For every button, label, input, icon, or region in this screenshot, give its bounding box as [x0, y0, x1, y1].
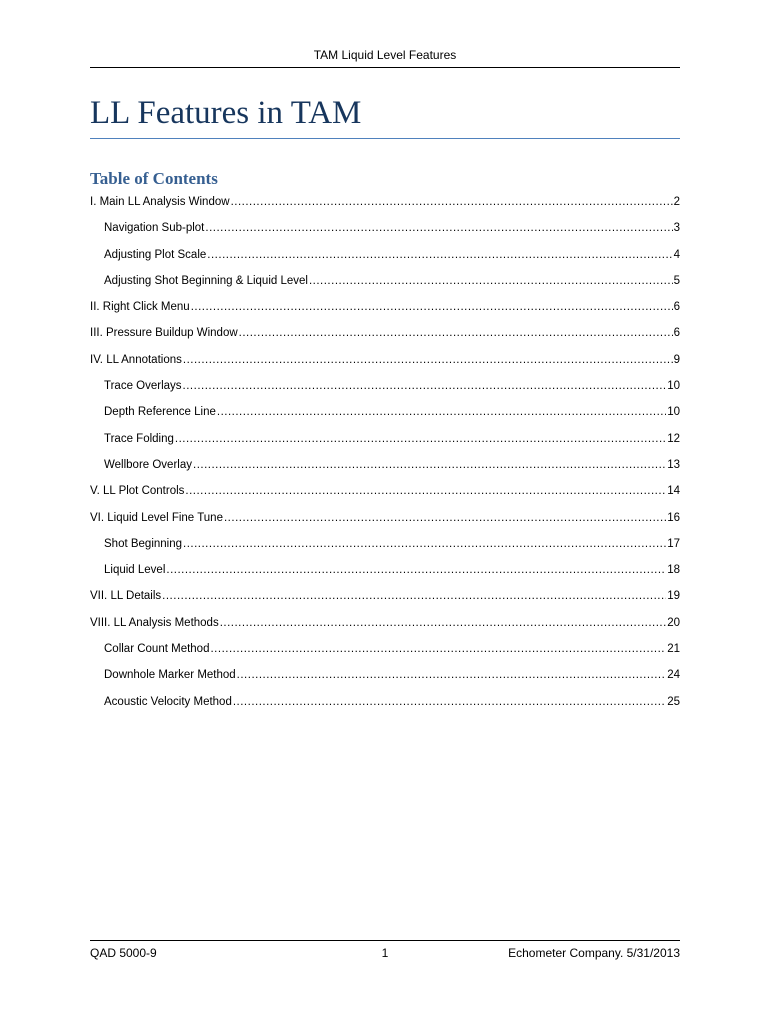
toc-entry-label: Wellbore Overlay [104, 458, 192, 471]
toc-entry[interactable] [90, 693, 680, 719]
toc-entry[interactable] [90, 193, 680, 219]
toc-entry-page: 21 [667, 643, 680, 656]
toc-entry-page: 9 [673, 353, 680, 366]
toc-entry[interactable] [90, 430, 680, 456]
dot-leader [183, 351, 673, 369]
toc-entry-label: Shot Beginning [104, 537, 183, 550]
toc-entry-page: 16 [667, 511, 680, 524]
toc-entry-label: IV. LL Annotations [90, 353, 182, 366]
dot-leader [175, 430, 666, 448]
toc-entry[interactable] [90, 509, 680, 535]
dot-leader [162, 587, 666, 605]
dot-leader [224, 509, 666, 527]
toc-entry-label: III. Pressure Buildup Window [90, 327, 238, 340]
toc-entry-label: VII. LL Details [90, 590, 162, 603]
toc-entry-label: Trace Overlays [104, 380, 182, 393]
toc-entry[interactable] [90, 640, 680, 666]
toc-entry-label: Adjusting Shot Beginning & Liquid Level [104, 274, 308, 287]
toc-entry[interactable] [90, 219, 680, 245]
toc-entry[interactable] [90, 377, 680, 403]
toc-entry[interactable] [90, 246, 680, 272]
toc-entry-page: 4 [673, 248, 680, 261]
dot-leader [309, 272, 673, 290]
dot-leader [166, 561, 666, 579]
toc-entry-page: 13 [667, 458, 680, 471]
page-header: TAM Liquid Level Features [90, 47, 680, 68]
toc-entry[interactable] [90, 298, 680, 324]
toc-entry-page: 10 [667, 406, 680, 419]
toc-entry-page: 25 [667, 695, 680, 708]
toc-entry-label: Navigation Sub-plot [104, 222, 205, 235]
dot-leader [185, 482, 666, 500]
toc-entry[interactable] [90, 351, 680, 377]
document-title: LL Features in TAM [90, 92, 680, 139]
toc-entry-label: Trace Folding [104, 432, 174, 445]
dot-leader [205, 219, 672, 237]
dot-leader [193, 456, 666, 474]
toc-entry[interactable] [90, 403, 680, 429]
table-of-contents [90, 193, 680, 719]
toc-entry-label: Adjusting Plot Scale [104, 248, 207, 261]
dot-leader [183, 377, 667, 395]
toc-entry[interactable] [90, 535, 680, 561]
toc-entry-page: 18 [667, 564, 680, 577]
toc-entry-label: Downhole Marker Method [104, 669, 236, 682]
toc-entry-label: Collar Count Method [104, 643, 210, 656]
toc-entry-label: II. Right Click Menu [90, 301, 190, 314]
toc-entry[interactable] [90, 482, 680, 508]
dot-leader [239, 324, 673, 342]
page-footer [90, 940, 680, 961]
dot-leader [237, 666, 667, 684]
footer-company-date: Echometer Company. 5/31/2013 [508, 946, 681, 960]
toc-entry-page: 2 [673, 196, 680, 208]
toc-entry-label: VIII. LL Analysis Methods [90, 616, 219, 629]
dot-leader [183, 535, 666, 553]
dot-leader [220, 614, 667, 632]
toc-entry[interactable] [90, 272, 680, 298]
toc-entry-label: Liquid Level [104, 564, 166, 577]
toc-entry-page: 19 [667, 590, 680, 603]
toc-entry-page: 10 [667, 380, 680, 393]
toc-entry[interactable] [90, 561, 680, 587]
toc-entry-page: 20 [667, 616, 680, 629]
toc-entry[interactable] [90, 614, 680, 640]
dot-leader [210, 640, 666, 658]
toc-entry-label: Acoustic Velocity Method [104, 695, 232, 708]
toc-entry[interactable] [90, 666, 680, 692]
toc-entry-page: 17 [667, 537, 680, 550]
dot-leader [217, 403, 666, 421]
toc-entry-page: 6 [673, 327, 680, 340]
toc-entry-page: 6 [673, 301, 680, 314]
toc-entry-label: VI. Liquid Level Fine Tune [90, 511, 223, 524]
footer-doc-number: QAD 5000-9 [90, 946, 157, 960]
toc-entry-label: Depth Reference Line [104, 406, 216, 419]
toc-entry[interactable] [90, 587, 680, 613]
dot-leader [233, 693, 666, 711]
toc-heading: Table of Contents [90, 169, 218, 188]
toc-entry[interactable] [90, 324, 680, 350]
footer-page-number: 1 [381, 946, 389, 960]
toc-entry-label: I. Main LL Analysis Window [90, 196, 230, 208]
toc-entry-page: 14 [667, 485, 680, 498]
toc-entry-label: V. LL Plot Controls [90, 485, 185, 498]
toc-entry-page: 24 [667, 669, 680, 682]
dot-leader [207, 246, 672, 264]
toc-entry-page: 5 [673, 274, 680, 287]
toc-entry[interactable] [90, 456, 680, 482]
toc-entry-page: 3 [673, 222, 680, 235]
dot-leader [191, 298, 673, 316]
dot-leader [231, 193, 673, 211]
toc-entry-page: 12 [667, 432, 680, 445]
